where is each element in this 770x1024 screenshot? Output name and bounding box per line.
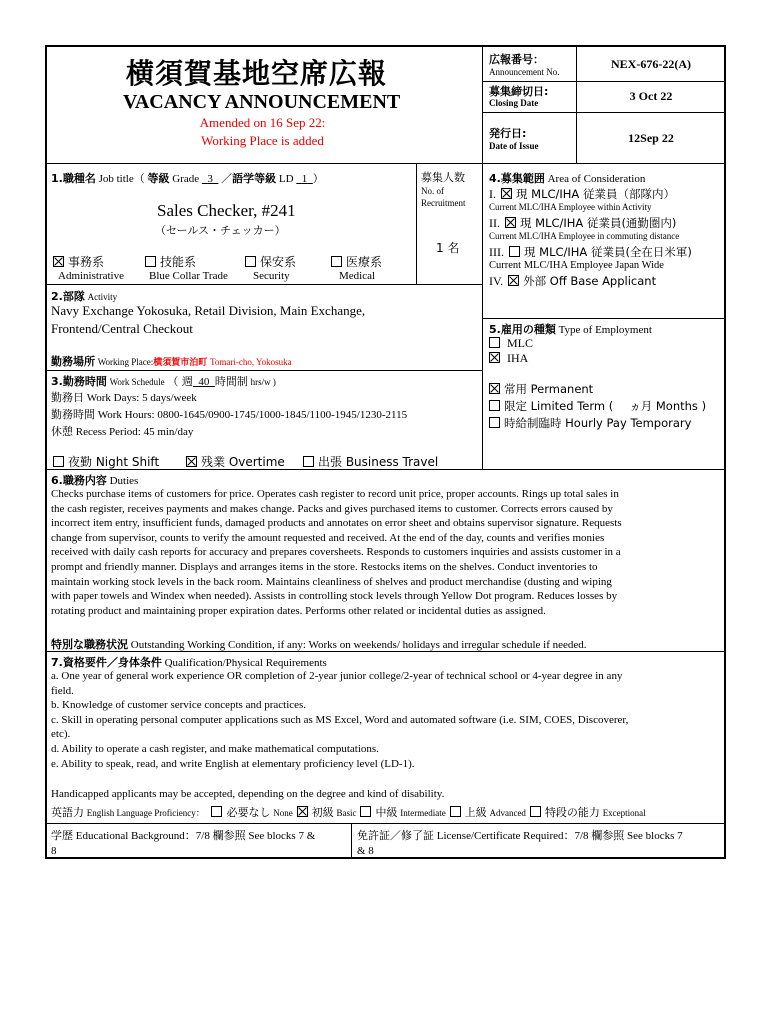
job-title-value: Sales Checker, #241: [157, 201, 296, 220]
schedule-flag-label: 出張 Business Travel: [318, 455, 439, 469]
english-level-en: Advanced: [489, 808, 526, 818]
ld-label-jp: 語学等級: [232, 172, 277, 185]
term-label: 限定 Limited Term (: [504, 399, 614, 413]
title-jp: 横須賀基地空席広報: [126, 57, 388, 90]
employment-label-jp: 5.雇用の種類: [489, 323, 556, 336]
employment-term-1: [489, 398, 706, 414]
qualification-line: b. Knowledge of customer service concepts and practices.: [51, 699, 307, 712]
area-item-num: I.: [489, 187, 496, 201]
category-1: [145, 253, 196, 270]
english-level-checkbox[interactable]: [360, 806, 371, 817]
area-item-label: 外部 Off Base Applicant: [523, 274, 657, 288]
qualification-line: d. Ability to operate a cash register, and make mathematical computations.: [51, 742, 379, 755]
schedule-flag-0: [53, 453, 159, 470]
employment-term-0: [489, 381, 593, 397]
area-checkbox[interactable]: [501, 188, 512, 199]
english-level-checkbox[interactable]: [297, 806, 308, 817]
education-label-jp: 学歴: [51, 829, 73, 842]
amend-line-2: Working Place is added: [201, 133, 324, 148]
qualification-line: a. One year of general work experience OR completion of 2-year junior college/2-year of technical school or 4-year degree in any: [51, 670, 623, 682]
schedule-flag-label: 残業 Overtime: [201, 455, 285, 469]
recruitment-value: 1 名: [436, 241, 460, 255]
schedule-flag-label: 夜勤 Night Shift: [68, 455, 160, 469]
schedule-week-suffix: 時間制: [214, 375, 248, 388]
license-label-jp: 免許証／修了証: [357, 829, 434, 842]
issue-date-value: 12Sep 22: [628, 131, 674, 145]
area-checkbox[interactable]: [508, 275, 519, 286]
activity-label-en: Activity: [87, 292, 118, 302]
employment-checkbox[interactable]: [489, 352, 500, 363]
duties-line: prompt and friendly manner. Displays and arranges items in the store. Restocks items on the shelves. Conduct inventories to: [51, 560, 598, 573]
outstanding-condition: [51, 636, 587, 652]
area-label-jp: 4.募集範囲: [489, 172, 545, 185]
employment-option-label: IHA: [507, 351, 529, 365]
category-checkbox[interactable]: [145, 256, 156, 267]
category-label-en: Security: [253, 270, 290, 282]
qualification-text: [51, 669, 723, 771]
english-level-checkbox[interactable]: [450, 806, 461, 817]
area-item-en: Current MLC/IHA Employee Japan Wide: [489, 260, 664, 271]
employment-term-2: [489, 415, 691, 431]
schedule-flag-checkbox[interactable]: [186, 456, 197, 467]
english-label-jp: 英語力: [51, 806, 84, 819]
qualification-header: [51, 654, 327, 670]
job-title-row: 1.職種名 Job title（ 等級 Grade 3 ／語学等級 LD 1 ）: [51, 172, 324, 185]
category-label-jp: 保安系: [260, 255, 297, 269]
category-label-jp: 医療系: [346, 255, 383, 269]
employment-label-en: Type of Employment: [558, 324, 652, 336]
duties-line: with paper towels and Windex when needed). Assists in controlling stock levels through Yellow Dot program. Reduces losses by: [51, 590, 618, 603]
closing-date-label-jp: 募集締切日:: [489, 85, 549, 98]
license-value: License/Certificate Required：7/8 欄参照 See blocks 7: [436, 830, 683, 842]
schedule-hrs-unit: hrs/w ): [250, 377, 276, 387]
qualification-label-jp: 7.資格要件／身体条件: [51, 656, 162, 669]
area-checkbox[interactable]: [505, 217, 516, 228]
area-item-num: III.: [489, 245, 504, 259]
duties-text: [51, 487, 723, 618]
license-certificate: [357, 828, 723, 859]
area-header: [489, 170, 645, 186]
outstanding-label-jp: 特別な職務状況: [51, 638, 128, 651]
employment-option-label: MLC: [507, 336, 534, 350]
category-checkbox[interactable]: [331, 256, 342, 267]
area-item-label: 現 MLC/IHA 従業員(全在日米軍): [524, 245, 692, 259]
english-level-4: [530, 807, 646, 819]
duties-line: rotating product and maintaining proper expiration dates. Performs other related or incidental duties as assigned.: [51, 604, 546, 617]
recruitment-label-en-1: No. of: [421, 186, 444, 196]
area-item-1: [489, 215, 676, 231]
employment-option-1: [489, 351, 528, 366]
working-place-value-jp: 横須賀市泊町: [153, 358, 208, 368]
issue-date-label-en: Date of Issue: [489, 141, 539, 151]
recruitment-label-en-2: Recruitment: [421, 198, 466, 208]
english-level-2: [360, 807, 445, 819]
english-level-jp: 初級: [311, 806, 334, 819]
qualification-line: field.: [51, 684, 74, 697]
category-label-en: Blue Collar Trade: [149, 270, 228, 282]
handicapped-note: Handicapped applicants may be accepted, depending on the degree and kind of disability.: [51, 788, 445, 800]
schedule-label-jp: 3.勤務時間: [51, 375, 107, 388]
category-2: [245, 253, 296, 270]
schedule-label-en: Work Schedule: [109, 377, 165, 387]
duties-line: Checks purchase items of customers for price. Operates cash register to record unit price, proper accounts. Rings up total sales in: [51, 488, 619, 500]
activity-line-2: Frontend/Central Checkout: [51, 321, 193, 336]
area-item-2: [489, 244, 692, 260]
employment-option-0: [489, 336, 533, 351]
schedule-header: [51, 373, 276, 389]
work-hours: 勤務時間 Work Hours: 0800-1645/0900-1745/1000-1845/1100-1945/1230-2115: [51, 409, 408, 421]
working-place-value-en: Tomari-cho, Yokosuka: [210, 357, 292, 367]
english-level-jp: 上級: [464, 806, 487, 819]
duties-line: the cash register, receives payments and makes change. Packs and gives purchased items to customer. Corrects errors caused by: [51, 502, 613, 515]
announcement-no-label-jp: 広報番号：: [489, 53, 544, 66]
area-checkbox[interactable]: [509, 246, 520, 257]
grade-label-en: Grade: [172, 173, 200, 185]
ld-value: 1: [301, 173, 308, 185]
english-level-1: [297, 807, 357, 819]
term-checkbox[interactable]: [489, 417, 500, 428]
english-proficiency-row: [51, 804, 646, 820]
employment-header: [489, 321, 652, 337]
education-value: Educational Background：7/8 欄参照 See blocks 7 &: [75, 830, 316, 842]
area-item-label: 現 MLC/IHA 従業員（部隊内）: [516, 187, 675, 201]
schedule-flag-checkbox[interactable]: [303, 456, 314, 467]
term-label: 時給制臨時 Hourly Pay Temporary: [504, 416, 692, 430]
english-level-en: Exceptional: [602, 808, 646, 818]
term-checkbox[interactable]: [489, 400, 500, 411]
term-label: 常用 Permanent: [504, 382, 594, 396]
recruitment-label-jp: 募集人数: [421, 171, 465, 184]
category-0: [53, 253, 104, 270]
activity-header: [51, 288, 117, 304]
area-item-0: [489, 186, 675, 202]
activity-label-jp: 2.部隊: [51, 290, 85, 303]
announcement-no-value: NEX-676-22(A): [611, 57, 691, 71]
license-value-2: & 8: [357, 845, 374, 857]
employment-checkbox[interactable]: [489, 337, 500, 348]
qualification-label-en: Qualification/Physical Requirements: [164, 657, 327, 669]
schedule-flag-1: [186, 453, 285, 470]
recess-period: 休憩 Recess Period: 45 min/day: [51, 426, 194, 438]
area-item-num: II.: [489, 216, 500, 230]
working-place: [51, 353, 292, 369]
english-level-checkbox[interactable]: [530, 806, 541, 817]
category-3: [331, 253, 382, 270]
schedule-flag-checkbox[interactable]: [53, 456, 64, 467]
duties-line: received with daily cash reports for accuracy and prepares coversheets. Responds to customers inquiries and assists customer in a: [51, 546, 621, 559]
qualification-line: e. Ability to speak, read, and write English at elementary proficiency level (LD-1).: [51, 757, 415, 770]
work-days: 勤務日 Work Days: 5 days/week: [51, 392, 197, 404]
area-item-num: IV.: [489, 274, 504, 288]
job-title-kana: （セールス・チェッカー）: [155, 224, 286, 237]
category-label-jp: 事務系: [68, 255, 105, 269]
area-label-en: Area of Consideration: [547, 173, 646, 185]
area-item-en: Current MLC/IHA Employee within Activity: [489, 202, 652, 212]
amend-line-1: Amended on 16 Sep 22:: [199, 115, 326, 130]
english-level-3: [450, 807, 526, 819]
closing-date-label-en: Closing Date: [489, 98, 539, 108]
announcement-no-label-en: Announcement No.: [489, 67, 560, 77]
area-item-3: [489, 273, 656, 289]
category-checkbox[interactable]: [245, 256, 256, 267]
area-item-en: Current MLC/IHA Employee in commuting distance: [489, 231, 680, 241]
title-en: VACANCY ANNOUNCEMENT: [123, 91, 401, 113]
ld-label-en: LD: [278, 173, 294, 185]
job-title-label-en: Job title: [98, 173, 134, 185]
schedule-flag-2: [303, 453, 438, 470]
duties-line: incorrect item entry, insufficient funds, damaged products and annotates on error sheet and obtains supervisor signature. Requests: [51, 517, 622, 530]
grade-value: 3: [207, 173, 213, 185]
education-value-2: 8: [51, 845, 57, 857]
outstanding-text: Outstanding Working Condition, if any: Works on weekends/ holidays and irregular schedule if needed.: [130, 639, 587, 651]
english-level-checkbox[interactable]: [211, 806, 222, 817]
duties-line: maintain working stock levels in the back room. Maintains cleanliness of shelves and product merchandise (dusting and wiping: [51, 575, 612, 588]
closing-date-value: 3 Oct 22: [629, 89, 673, 103]
english-level-0: [211, 807, 292, 819]
term-checkbox[interactable]: [489, 383, 500, 394]
category-label-en: Administrative: [58, 270, 124, 282]
qualification-line: c. Skill in operating personal computer applications such as MS Excel, Word and automated software (i.e. SIM, COES, Discoverer,: [51, 713, 629, 726]
category-checkbox[interactable]: [53, 256, 64, 267]
english-level-jp: 特段の能力: [544, 806, 600, 819]
english-level-en: Intermediate: [400, 808, 446, 818]
english-label-en: English Language Proficiency：: [86, 808, 205, 818]
schedule-hours-value: 40: [198, 376, 210, 388]
area-item-label: 現 MLC/IHA 従業員(通勤圏内): [520, 216, 677, 230]
english-level-jp: 中級: [375, 806, 398, 819]
english-level-jp: 必要なし: [226, 806, 271, 819]
duties-label-jp: 6.職務内容: [51, 474, 107, 487]
issue-date-label-jp: 発行日:: [489, 127, 527, 140]
english-level-en: None: [273, 808, 293, 818]
schedule-week-prefix: （ 週: [167, 375, 193, 388]
education-background: [51, 828, 347, 859]
duties-label-en: Duties: [109, 475, 139, 487]
duties-line: change from supervisor, counts to verify the amount requested and received. At the end of the day, counts and verifies monies: [51, 531, 605, 544]
activity-line-1: Navy Exchange Yokosuka, Retail Division, Main Exchange,: [51, 303, 366, 318]
grade-label-jp: 等級: [147, 172, 170, 185]
duties-header: [51, 472, 138, 488]
job-title-label-jp: 1.職種名: [51, 172, 96, 185]
category-label-en: Medical: [339, 270, 376, 282]
qualification-line: etc).: [51, 728, 71, 741]
english-level-en: Basic: [336, 808, 357, 818]
working-place-label-jp: 勤務場所: [51, 355, 95, 368]
category-label-jp: 技能系: [160, 255, 197, 269]
working-place-label-en: Working Place:: [97, 357, 154, 367]
term-suffix: ヵ月 Months ): [629, 399, 707, 413]
